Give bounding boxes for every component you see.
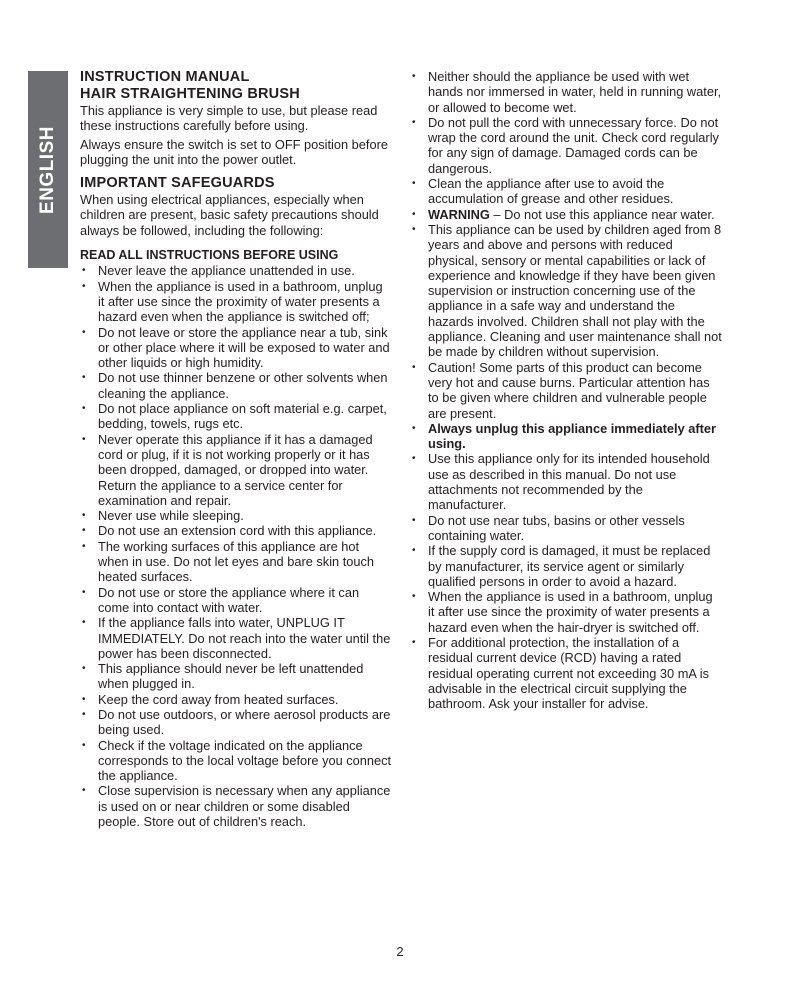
list-item: • Do not pull the cord with unnecessary force. Do not wrap the cord around the unit. Check cord regularly for any sign of damage. Damaged cords can be dangerous.	[410, 115, 722, 176]
left-column	[80, 69, 392, 829]
list-item: • Never use while sleeping.	[80, 508, 392, 523]
list-item: • Do not use an extension cord with this appliance.	[80, 523, 392, 538]
list-item: • This appliance should never be left unattended when plugged in.	[80, 661, 392, 692]
right-safety-list	[410, 69, 722, 711]
list-item: • Neither should the appliance be used with wet hands nor immersed in water, held in running water, or allowed to become wet.	[410, 69, 722, 115]
list-item: • Close supervision is necessary when any appliance is used on or near children or some disabled people. Store out of children's reach.	[80, 783, 392, 829]
list-item: • Check if the voltage indicated on the appliance corresponds to the local voltage before you connect the appliance.	[80, 738, 392, 784]
unplug-text: Always unplug this appliance immediately after using.	[428, 420, 717, 452]
right-column	[410, 69, 722, 711]
list-item: • If the supply cord is damaged, it must be replaced by manufacturer, its service agent or similarly qualified persons in order to avoid a hazard.	[410, 543, 722, 589]
list-item: • Do not use near tubs, basins or other vessels containing water.	[410, 513, 722, 544]
unplug-item	[410, 421, 722, 452]
list-item: • Keep the cord away from heated surfaces.	[80, 692, 392, 707]
intro-paragraph-2: Always ensure the switch is set to OFF position before plugging the unit into the power outlet.	[80, 136, 388, 167]
list-item: • Do not place appliance on soft material e.g. carpet, bedding, towels, rugs etc.	[80, 401, 392, 432]
manual-title-line2: HAIR STRAIGHTENING BRUSH	[80, 86, 300, 102]
list-item: • When the appliance is used in a bathroom, unplug it after use since the proximity of water presents a hazard even when the hair-dryer is switched off.	[410, 589, 722, 635]
list-item: • The working surfaces of this appliance are hot when in use. Do not let eyes and bare skin touch heated surfaces.	[80, 539, 392, 585]
list-item: • Clean the appliance after use to avoid the accumulation of grease and other residues.	[410, 176, 722, 207]
warning-item	[410, 207, 722, 222]
list-item: • When the appliance is used in a bathroom, unplug it after use since the proximity of water presents a hazard even when the appliance is switched off;	[80, 279, 392, 325]
list-item: • Never operate this appliance if it has a damaged cord or plug, if it is not working properly or it has been dropped, damaged, or dropped into water. Return the appliance to a service center for examination and repair.	[80, 432, 392, 508]
manual-title-line1: INSTRUCTION MANUAL	[80, 69, 250, 85]
read-all-heading: READ ALL INSTRUCTIONS BEFORE USING	[80, 248, 339, 263]
list-item: • Caution! Some parts of this product can become very hot and cause burns. Particular attention has to be given where children and vulnerable people are present.	[410, 360, 722, 421]
warning-label: WARNING	[428, 206, 490, 222]
warning-text: – Do not use this appliance near water.	[489, 206, 715, 222]
list-item: • This appliance can be used by children aged from 8 years and above and persons with reduced physical, sensory or mental capabilities or lack of experience and knowledge if they have been given supervision or instruction concerning use of the appliance in a safe way and understand the hazards involved. Children shall not play with the appliance. Cleaning and user maintenance shall not be made by children without supervision.	[410, 222, 722, 360]
list-item: • Do not use thinner benzene or other solvents when cleaning the appliance.	[80, 370, 392, 401]
left-safety-list	[80, 263, 392, 829]
list-item: • For additional protection, the installation of a residual current device (RCD) having a rated residual operating current not exceeding 30 mA is advisable in the electrical circuit supplying the bathroom. Ask your installer for advise.	[410, 635, 722, 711]
list-item: • If the appliance falls into water, UNPLUG IT IMMEDIATELY. Do not reach into the water until the power has been disconnected.	[80, 615, 392, 661]
list-item: • Do not use outdoors, or where aerosol products are being used.	[80, 707, 392, 738]
list-item: • Do not use or store the appliance where it can come into contact with water.	[80, 585, 392, 616]
intro-paragraph-1: This appliance is very simple to use, but please read these instructions carefully before using.	[80, 103, 378, 134]
list-item: • Do not leave or store the appliance near a tub, sink or other place where it will be exposed to water and other liquids or high humidity.	[80, 325, 392, 371]
language-tab	[28, 71, 68, 268]
list-item: • Never leave the appliance unattended in use.	[80, 263, 392, 278]
safeguards-intro: When using electrical appliances, especially when children are present, basic safety precautions should always be followed, including the following:	[80, 192, 379, 238]
page-number: 2	[396, 944, 404, 959]
safeguards-heading: IMPORTANT SAFEGUARDS	[80, 175, 275, 192]
language-tab-label: ENGLISH	[37, 125, 58, 214]
list-item: • Use this appliance only for its intended household use as described in this manual. Do not use attachments not recommended by the manufacturer.	[410, 451, 722, 512]
